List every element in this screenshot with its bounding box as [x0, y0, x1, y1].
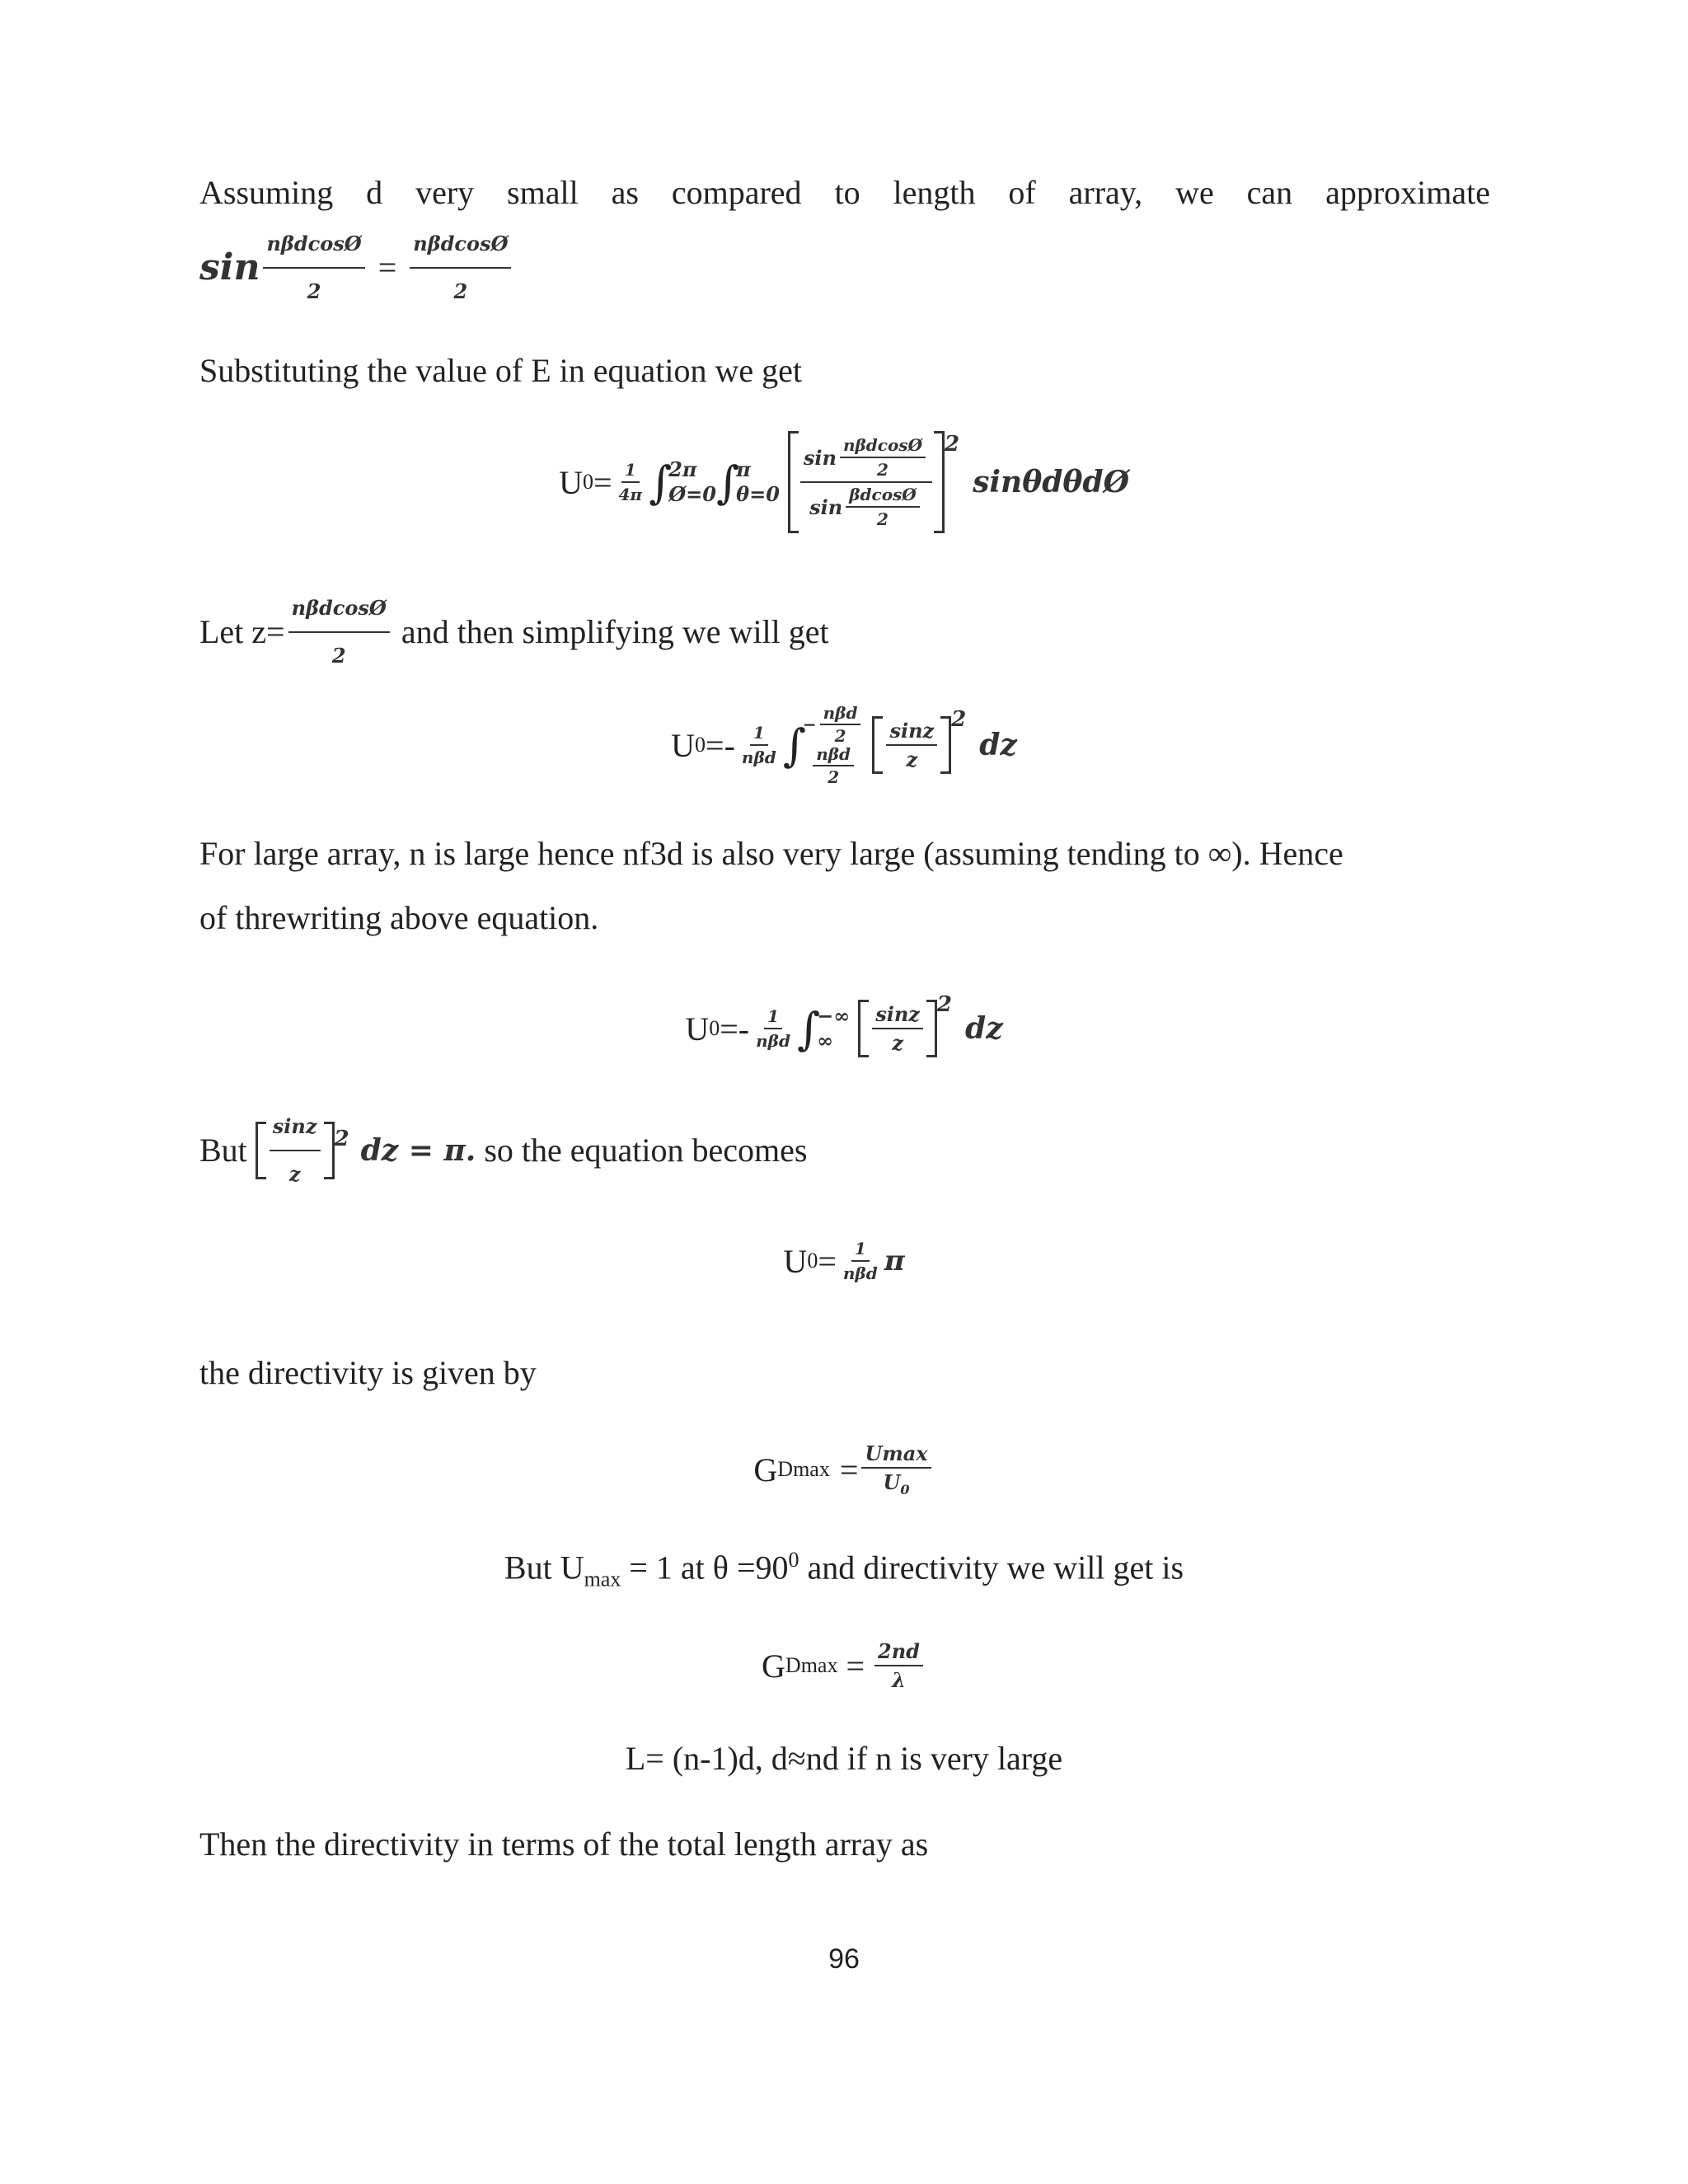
equation-u0-dz-integral: U 0 =- $\frac{1}{\text{nβd}}$ ∫ − $\frac{\text{nβd}}{2}$ $\frac{\text{nβd}}{2}$ $\frac{\sin z}{z}$ 2 dz: [671, 703, 1017, 787]
word: length: [893, 174, 976, 211]
word: d: [366, 174, 383, 211]
word: compared: [671, 174, 802, 211]
word: of: [1008, 174, 1036, 211]
word: small: [507, 174, 579, 211]
equation-gdmax-lambda: G Dmax = $\frac{2nd}{\lambda}$: [0, 1629, 1688, 1703]
page-number: 96: [828, 1943, 860, 1975]
equation-u0-pi: U 0 = $\frac{1}{\text{nβd}}$ π: [783, 1239, 905, 1283]
word: can: [1246, 174, 1293, 211]
paragraph-large-array-line2: of threwriting above equation.: [199, 899, 599, 936]
word: approximate: [1325, 174, 1490, 211]
word: we: [1175, 174, 1214, 211]
paragraph-directivity: the directivity is given by: [199, 1354, 537, 1391]
equation-gdmax-ratio: G Dmax = $\frac{Umax}{U_0}$: [0, 1432, 1688, 1507]
approximation-equation: sin $\frac{\text{nβdcosØ}}{2}$ = $\frac{\text{nβdcosØ}}{2}$: [199, 223, 514, 313]
word: array,: [1068, 174, 1143, 211]
equation-u0-double-integral: U 0 = $\frac{1}{4\pi}$ ∫ 2π Ø=0 ∫ π θ=0 sin $\frac{\text{nβdcosØ}}{2}$ sin $\frac{\beta dcosØ}{2}$ 2 sinθdθdØ: [0, 429, 1688, 536]
word: very: [415, 174, 475, 211]
word: Assuming: [199, 174, 334, 211]
word: as: [611, 174, 639, 211]
paragraph-but-integral: But $\frac{\sin z}{z}$ 2 dz = π. so the equation becomes: [199, 1118, 807, 1183]
paragraph-let-z: Let z= $\frac{\text{nβdcosØ}}{2}$ and then simplifying we will get: [199, 587, 829, 677]
equation-u0-infinite-integral: U 0 =- $\frac{1}{\text{nβd}}$ ∫ −∞ ∞ $\frac{\sin z}{z}$ 2 dz: [0, 986, 1688, 1071]
paragraph-large-array-line1: For large array, n is large hence nf3d is also very large (assuming tending to ∞). Hence: [199, 835, 1343, 872]
paragraph-total-length: Then the directivity in terms of the total length array as: [199, 1825, 929, 1863]
paragraph-length: L= (n-1)d, d≈nd if n is very large: [625, 1740, 1063, 1777]
paragraph-substituting: Substituting the value of E in equation we get: [199, 352, 802, 389]
paragraph-umax: But $U_{max} = 1$ at $\theta =90^0$ and directivity we will get is: [504, 1548, 1184, 1591]
paragraph-assuming: [199, 171, 1490, 214]
word: to: [834, 174, 860, 211]
